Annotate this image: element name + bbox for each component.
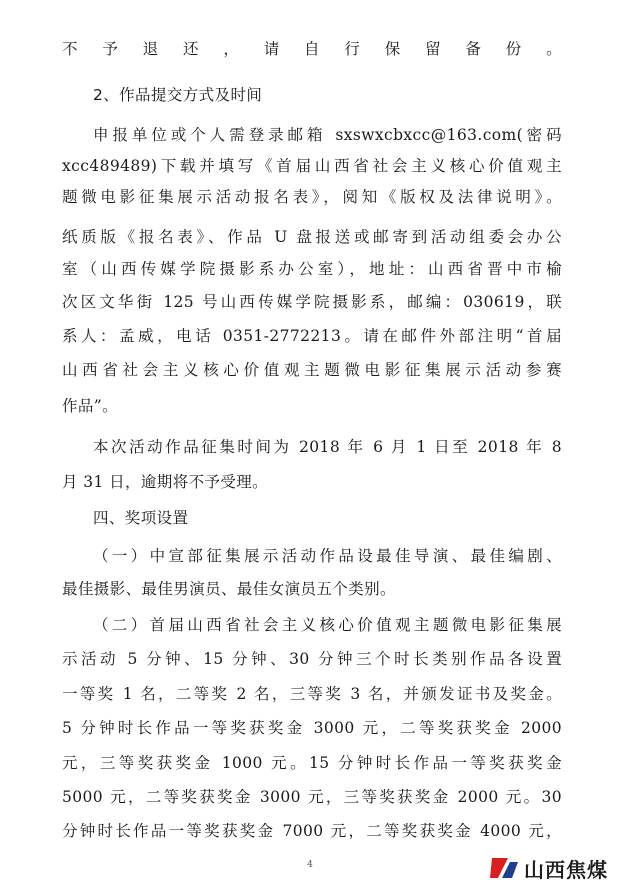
text-line: 分钟时长作品一等奖获奖金 7000 元，二等奖获奖金 4000 元， [62, 822, 562, 840]
text-line: 5000 元，二等奖获奖金 3000 元，三等奖获奖金 2000 元。30 [62, 788, 562, 806]
text-line: 元，三等奖获奖金 1000 元。15 分钟时长作品一等奖获奖金 [62, 754, 562, 772]
text-line: 一等奖 1 名，二等奖 2 名，三等奖 3 名，并颁发证书及奖金。 [62, 685, 562, 703]
text-line: 月 31 日，逾期将不予受理。 [62, 473, 269, 491]
text-line: 最佳摄影、最佳男演员、最佳女演员五个类别。 [62, 580, 396, 598]
section-heading: 2、作品提交方式及时间 [93, 86, 263, 104]
logo-text: 山西焦煤 [524, 857, 608, 882]
text-line: 系人：孟威，电话 0351-2772213。请在邮件外部注明“首届 [62, 327, 562, 345]
text-line: 题微电影征集展示活动报名表》，阅知《版权及法律说明》。 [62, 188, 562, 206]
logo-emblem-icon [488, 852, 520, 884]
text-line: 本次活动作品征集时间为 2018 年 6 月 1 日至 2018 年 8 [93, 438, 562, 456]
text-line: 作品”。 [62, 397, 119, 415]
text-line: 不予退还，请自行保留备份。 [62, 40, 562, 58]
text-line: xcc489489)下载并填写《首届山西省社会主义核心价值观主 [62, 157, 562, 175]
section-heading: 四、奖项设置 [93, 509, 189, 527]
watermark-logo [488, 848, 616, 888]
text-line: 室（山西传媒学院摄影系办公室），地址：山西省晋中市榆 [62, 260, 562, 278]
page-number: 4 [307, 860, 313, 870]
text-line: 纸质版《报名表》、作品 U 盘报送或邮寄到活动组委会办公 [62, 228, 562, 246]
text-line: （一）中宣部征集展示活动作品设最佳导演、最佳编剧、 [93, 547, 562, 565]
text-line: 申报单位或个人需登录邮箱 sxswxcbxcc@163.com(密码 [93, 126, 562, 144]
text-line: 山西省社会主义核心价值观主题微电影征集展示活动参赛 [62, 361, 562, 379]
text-line: 示活动 5 分钟、15 分钟、30 分钟三个时长类别作品各设置 [62, 650, 562, 668]
text-line: （二）首届山西省社会主义核心价值观主题微电影征集展 [93, 616, 562, 634]
text-line: 5 分钟时长作品一等奖获奖金 3000 元，二等奖获奖金 2000 [62, 719, 562, 737]
text-line: 次区文华街 125 号山西传媒学院摄影系，邮编：030619，联 [62, 293, 562, 311]
